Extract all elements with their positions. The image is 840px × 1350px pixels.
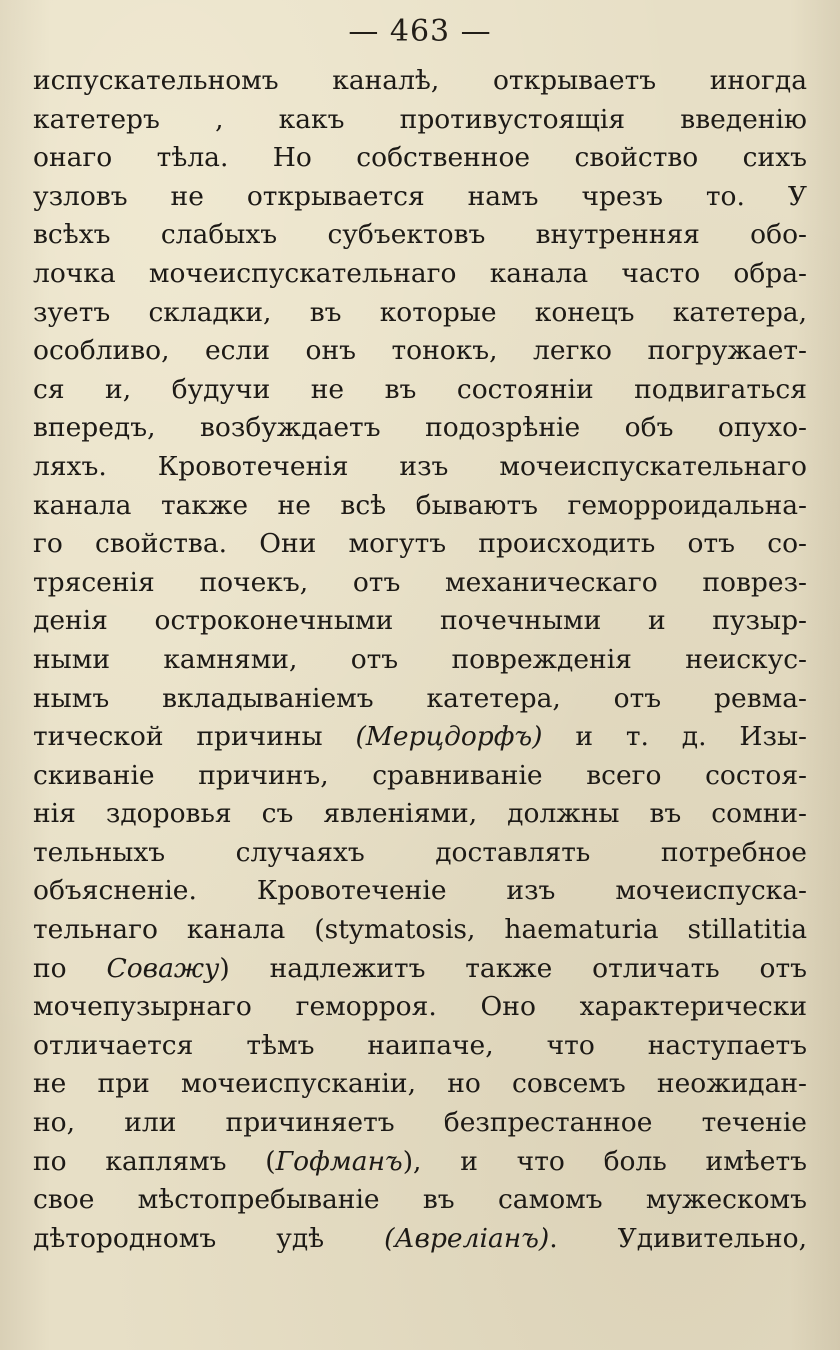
text-segment: ), и что боль имѣетъ (402, 1145, 807, 1177)
text-line (33, 564, 807, 603)
text-segment: . Удивительно, (549, 1222, 807, 1254)
text-segment: скиваніе причинъ, сравниваніе всего состоя- (33, 759, 807, 791)
text-segment: не при мочеиспусканіи, но совсемъ неожидан- (33, 1068, 807, 1100)
text-line (33, 641, 807, 680)
text-segment: онаго тѣла. Но собственное свойство сихъ (33, 142, 807, 174)
text-line (33, 872, 807, 911)
text-segment: катетеръ , какъ противустоящія введенію (33, 103, 807, 135)
text-line (33, 988, 807, 1027)
text-line (33, 332, 807, 371)
body-text (33, 62, 807, 1258)
text-line (33, 718, 807, 757)
text-segment: всѣхъ слабыхъ субъектовъ внутренняя обо- (33, 219, 807, 251)
text-line (33, 1027, 807, 1066)
text-segment: свое мѣстопребываніе въ самомъ мужескомъ (33, 1184, 807, 1216)
text-segment: зуетъ складки, въ которые конецъ катетера, (33, 296, 807, 328)
text-line (33, 101, 807, 140)
text-line (33, 294, 807, 333)
text-line (33, 525, 807, 564)
text-segment: канала также не всѣ бываютъ геморроидальна- (33, 489, 807, 521)
text-segment: го свойства. Они могутъ происходить отъ со- (33, 528, 807, 560)
text-segment: впередъ, возбуждаетъ подозрѣніе объ опухо- (33, 412, 807, 444)
text-line (33, 1143, 807, 1182)
text-line (33, 950, 807, 989)
text-line (33, 216, 807, 255)
text-line (33, 178, 807, 217)
text-line (33, 255, 807, 294)
text-line (33, 62, 807, 101)
text-line (33, 448, 807, 487)
text-segment: нымъ вкладываніемъ катетера, отъ ревма- (33, 682, 807, 714)
text-segment: узловъ не открывается намъ чрезъ то. У (33, 180, 807, 212)
text-segment: по (33, 952, 107, 984)
text-segment: лочка мочеиспускательнаго канала часто обра- (33, 257, 807, 289)
text-line (33, 834, 807, 873)
text-line (33, 795, 807, 834)
text-segment: ) надлежитъ также отличать отъ (219, 952, 807, 984)
text-segment: трясенія почекъ, отъ механическаго поврез- (33, 566, 807, 598)
text-line (33, 139, 807, 178)
text-line (33, 680, 807, 719)
page-number: — 463 — (348, 14, 492, 49)
text-line (33, 1220, 807, 1259)
text-line (33, 1104, 807, 1143)
text-segment: ся и, будучи не въ состояніи подвигаться (33, 373, 807, 405)
italic-citation: Соважу (106, 952, 220, 984)
text-segment: объясненіе. Кровотеченіе изъ мочеиспуска- (33, 875, 807, 907)
text-line (33, 487, 807, 526)
italic-citation: (Мерцдорфъ) (355, 721, 543, 753)
text-segment: но, или причиняетъ безпрестанное теченіе (33, 1107, 807, 1139)
text-segment: тической причины (33, 721, 356, 753)
text-line (33, 1181, 807, 1220)
text-segment: и т. д. Изы- (542, 721, 807, 753)
text-segment: ляхъ. Кровотеченія изъ мочеиспускательнаго (33, 450, 807, 482)
text-line (33, 757, 807, 796)
text-line (33, 1065, 807, 1104)
italic-citation: Гофманъ (275, 1145, 403, 1177)
text-line (33, 409, 807, 448)
text-segment: по каплямъ ( (33, 1145, 276, 1177)
text-segment: мочепузырнаго геморроя. Оно характерически (33, 991, 807, 1023)
text-segment: ными камнями, отъ поврежденія неискус- (33, 643, 807, 675)
text-segment: дѣтородномъ удѣ (33, 1222, 385, 1254)
text-segment: особливо, если онъ тонокъ, легко погружает- (33, 335, 807, 367)
text-segment: денія остроконечными почечными и пузыр- (33, 605, 807, 637)
text-segment: тельныхъ случаяхъ доставлять потребное (33, 836, 807, 868)
text-line (33, 371, 807, 410)
text-segment: тельнаго канала (stymatosis, haematuria stillatitia (33, 914, 807, 946)
italic-citation: (Авреліанъ) (384, 1222, 550, 1254)
text-line (33, 911, 807, 950)
text-line (33, 602, 807, 641)
text-segment: отличается тѣмъ наипаче, что наступаетъ (33, 1029, 807, 1061)
text-segment: нія здоровья съ явленіями, должны въ сомни- (33, 798, 807, 830)
text-segment: испускательномъ каналѣ, открываетъ иногда (33, 65, 807, 96)
